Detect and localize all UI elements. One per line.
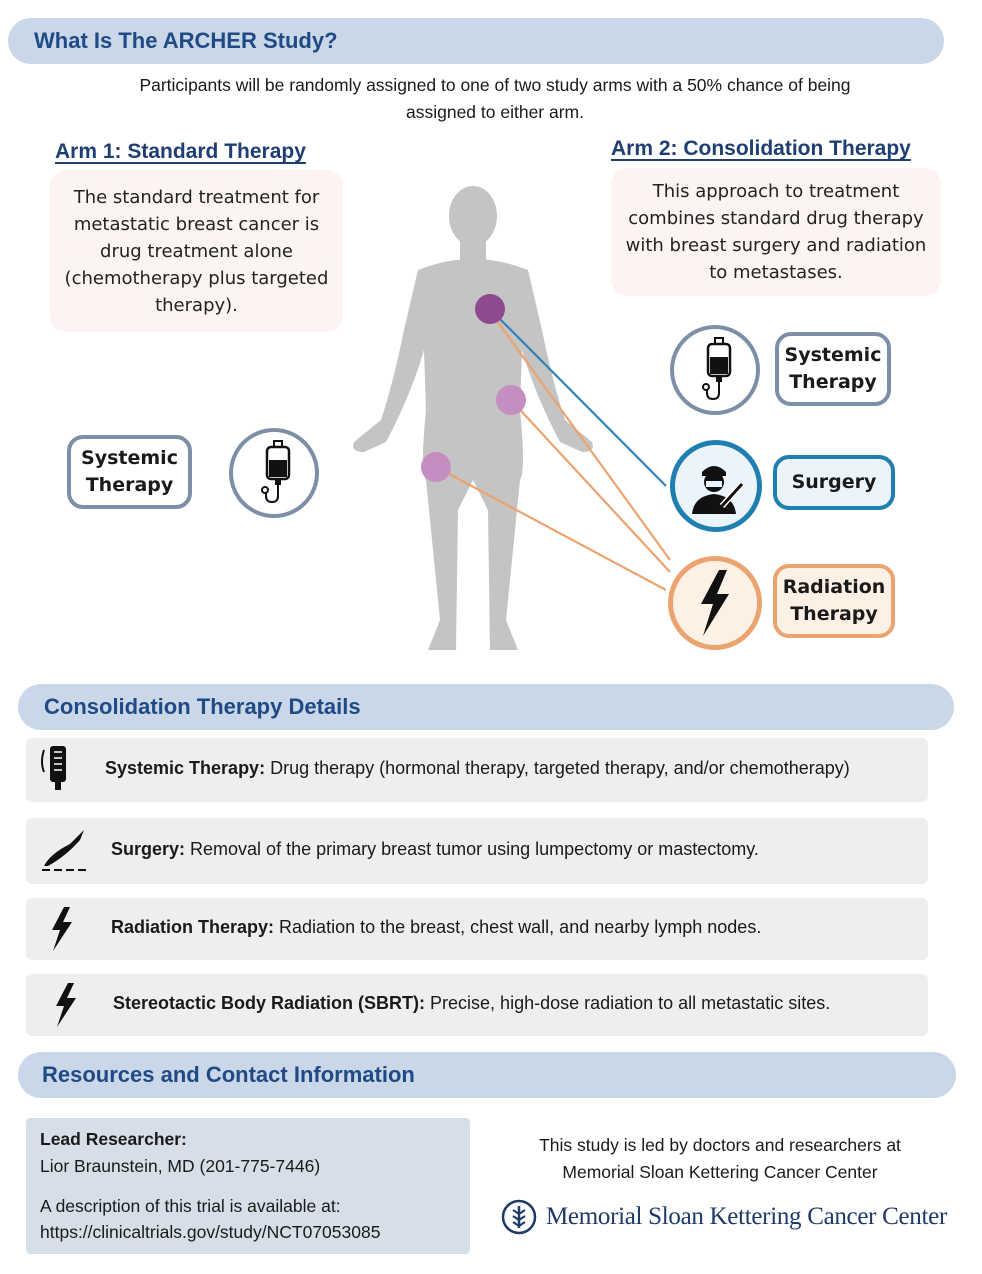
arm2-systemic-therapy-label — [775, 332, 891, 406]
primary-tumor-dot — [475, 294, 505, 324]
arm1-systemic-line1: Systemic — [81, 447, 178, 469]
detail-row-radiation — [26, 898, 928, 960]
msk-logo-text: Memorial Sloan Kettering Cancer Center — [546, 1203, 947, 1230]
detail-label: Systemic Therapy: — [105, 758, 266, 778]
metastasis-dot — [496, 385, 526, 415]
scalpel-icon — [40, 826, 90, 879]
led-by-line-1: This study is led by doctors and researchers at — [539, 1135, 901, 1155]
detail-row-surgery — [26, 818, 928, 884]
iv-bag-icon — [38, 742, 78, 803]
contact-box — [26, 1118, 470, 1254]
page-title: What Is The ARCHER Study? — [34, 28, 338, 53]
arm2-title: Arm 2: Consolidation Therapy — [611, 137, 911, 160]
human-silhouette — [353, 186, 593, 650]
trial-link[interactable]: https://clinicaltrials.gov/study/NCT07053085 — [40, 1222, 381, 1242]
detail-label: Stereotactic Body Radiation (SBRT): — [113, 993, 426, 1013]
radiation-therapy-label — [773, 564, 895, 638]
arm1-systemic-therapy-label — [67, 435, 192, 509]
detail-text-surgery — [111, 839, 759, 860]
lightning-icon — [48, 906, 76, 957]
msk-logo — [500, 1198, 947, 1236]
detail-row-sbrt — [26, 974, 928, 1036]
detail-text-sbrt — [113, 993, 830, 1014]
detail-text-systemic — [105, 758, 850, 779]
connector-radiation-2 — [511, 400, 670, 572]
body-diagram — [330, 180, 690, 660]
metastasis-dot — [421, 452, 451, 482]
surgery-label — [773, 455, 895, 510]
detail-description: Removal of the primary breast tumor using lumpectomy or mastectomy. — [185, 839, 759, 859]
arm1-systemic-line2: Therapy — [85, 474, 174, 496]
radiation-line1: Radiation — [782, 576, 886, 598]
detail-description: Drug therapy (hormonal therapy, targeted therapy, and/or chemotherapy) — [265, 758, 850, 778]
connector-radiation-3 — [436, 467, 666, 590]
arm2-iv-bag-icon — [670, 325, 760, 415]
lead-researcher-name: Lior Braunstein, MD (201-775-7446) — [40, 1156, 321, 1176]
study-banner — [8, 18, 944, 64]
surgeon-icon — [670, 440, 762, 532]
radiation-line2: Therapy — [790, 603, 878, 625]
lightning-icon — [52, 982, 80, 1033]
consolidation-title: Consolidation Therapy Details — [44, 694, 361, 719]
resources-title: Resources and Contact Information — [42, 1062, 415, 1087]
detail-description: Precise, high-dose radiation to all metastatic sites. — [425, 993, 831, 1013]
msk-emblem-icon — [500, 1198, 538, 1236]
arm2-systemic-line1: Systemic — [784, 344, 882, 366]
detail-description: Radiation to the breast, chest wall, and nearby lymph nodes. — [274, 917, 762, 937]
resources-banner — [18, 1052, 956, 1098]
intro-text — [90, 72, 900, 126]
detail-text-radiation — [111, 917, 761, 938]
arm1-iv-bag-icon — [229, 428, 319, 518]
consolidation-banner — [18, 684, 954, 730]
led-by-text — [500, 1132, 940, 1186]
led-by-line-2: Memorial Sloan Kettering Cancer Center — [562, 1162, 878, 1182]
arm1-title: Arm 1: Standard Therapy — [55, 140, 306, 163]
surgery-label-text: Surgery — [791, 471, 877, 493]
lead-researcher-label: Lead Researcher: — [40, 1129, 187, 1149]
detail-label: Surgery: — [111, 839, 186, 859]
detail-row-systemic — [26, 738, 928, 802]
arm1-description: The standard treatment for metastatic breast cancer is drug treatment alone (chemotherapy plus targeted therapy). — [64, 186, 329, 316]
trial-description-label: A description of this trial is available at: — [40, 1196, 341, 1216]
intro-line-1: Participants will be randomly assigned to one of two study arms with a 50% chance of being — [139, 75, 851, 95]
intro-line-2: assigned to either arm. — [405, 102, 584, 122]
arm1-description-box — [50, 170, 343, 332]
radiation-lightning-icon — [668, 556, 762, 650]
detail-label: Radiation Therapy: — [111, 917, 275, 937]
arm2-systemic-line2: Therapy — [789, 371, 877, 393]
arm2-description: This approach to treatment combines standard drug therapy with breast surgery and radiation to metastases. — [625, 181, 927, 283]
